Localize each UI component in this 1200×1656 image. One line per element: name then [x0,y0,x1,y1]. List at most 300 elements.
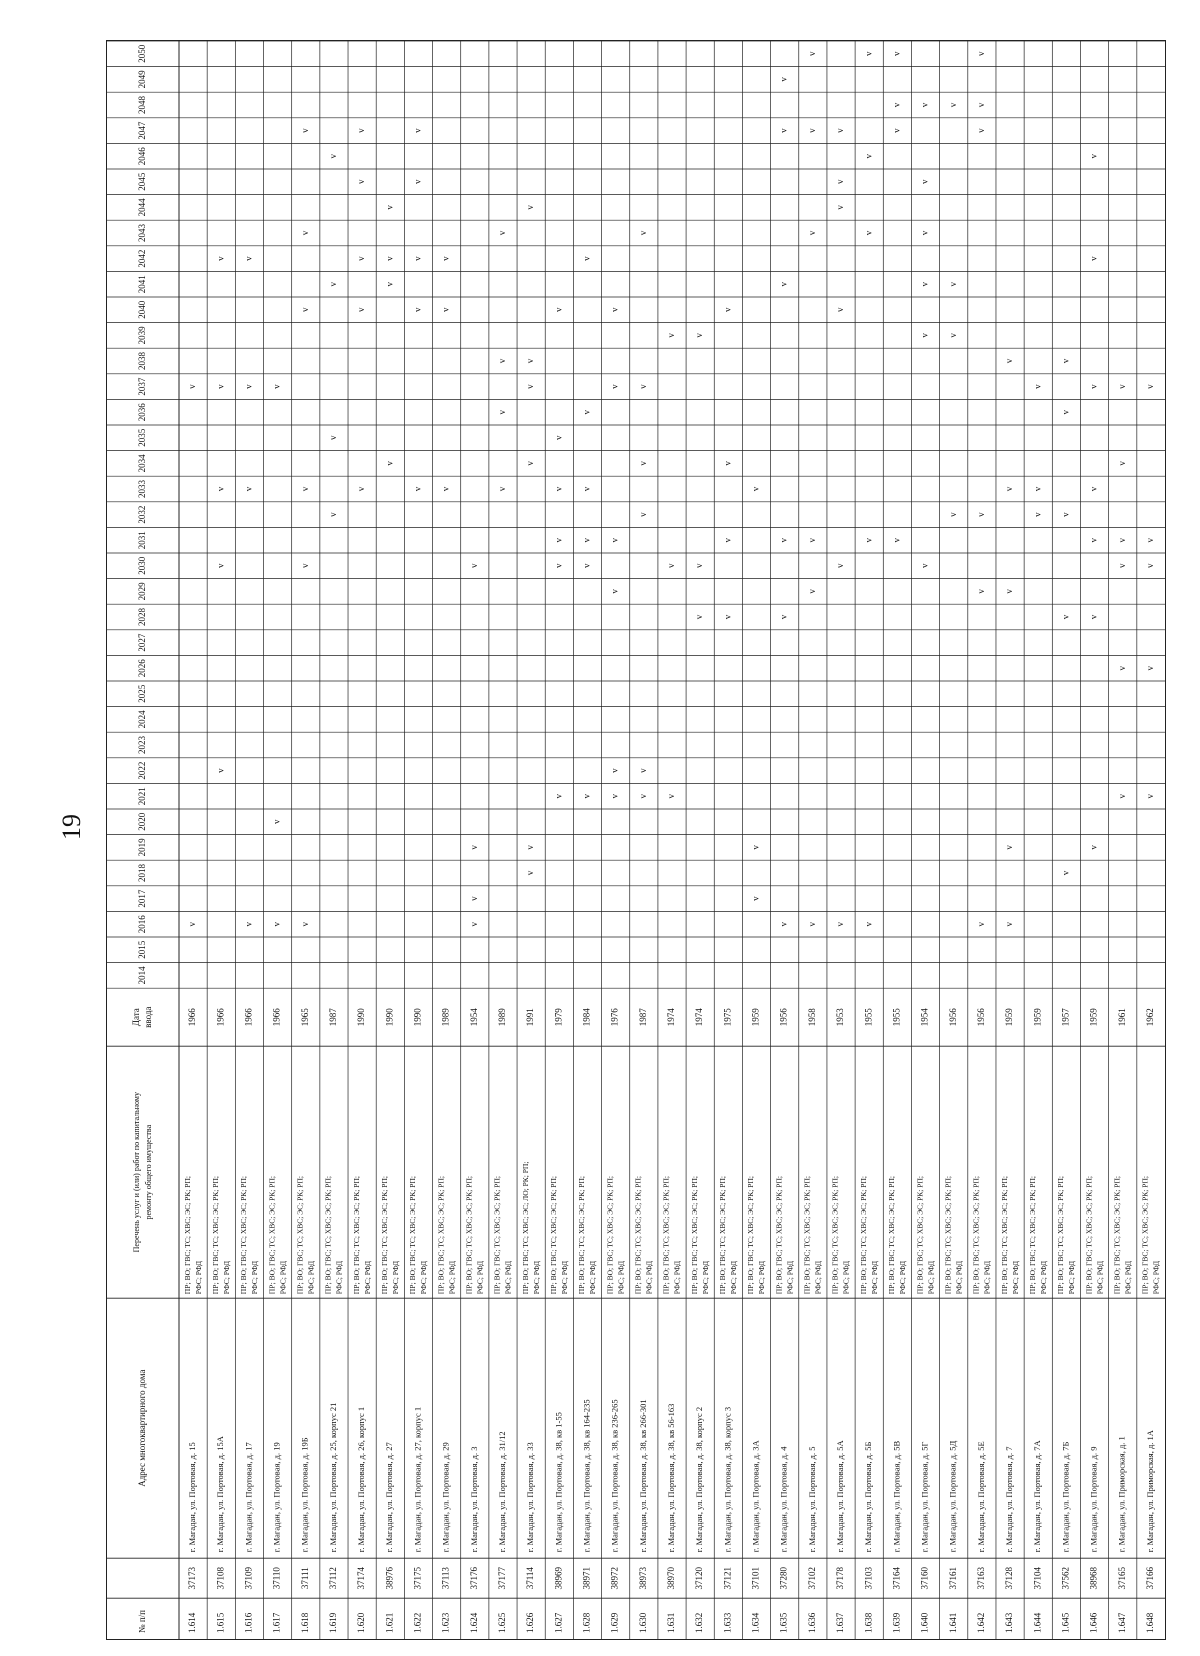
row-year-mark: v [750,896,761,901]
row-services-line2: РФС; РФД [278,1260,288,1295]
year-header: 2025 [137,684,148,703]
row-building-id: 37101 [750,1566,761,1590]
row-year-mark: v [806,51,817,57]
row-services-line1: ПР; ВО; ГВС; ТС; ХВС; ЭС; РК; РП; [1084,1176,1094,1295]
row-services-line2: РФС; РФД [729,1260,739,1295]
table-row [493,230,513,1633]
table-row [887,51,907,1633]
row-year-mark: v [215,256,226,261]
row-number: 1.635 [778,1612,789,1633]
row-year-mark: v [778,537,789,543]
row-number: 1.630 [637,1612,648,1633]
table-row [1056,358,1076,1633]
row-year-mark: v [299,563,310,569]
row-services-line1: ПР; ВО; ГВС; ТС; ХВС; ЭС; РК; РП; [549,1176,559,1295]
row-services-line1: ПР; ВО; ГВС; ТС; ХВС; ЭС; РК; РП; [830,1176,840,1295]
table-row [605,307,625,1633]
row-number: 1.620 [356,1612,367,1633]
row-year-mark: v [919,230,930,236]
row-year-mark: v [553,435,564,441]
row-year-mark: v [553,486,564,492]
year-header: 2045 [137,172,148,191]
row-address: г. Магадан, ул. Портовая, д. 27, корпус 1 [412,1406,423,1553]
row-date: 1984 [581,1008,592,1027]
row-services-line2: РФС; РФД [700,1260,710,1295]
row-address: г. Магадан, ул. Портовая, д. 5Б [863,1441,874,1553]
row-date: 1959 [1032,1008,1043,1027]
row-year-mark: v [1116,665,1127,671]
row-services-line1: ПР; ВО; ГВС; ТС; ХВС; ЭС; РК; РП; [577,1176,587,1295]
row-year-mark: v [525,205,536,210]
row-year-mark: v [1060,512,1071,517]
row-year-mark: v [328,435,339,441]
row-date: 1959 [1004,1008,1015,1027]
row-services-line2: РФС; РФД [588,1260,598,1295]
row-year-mark: v [609,384,620,389]
row-date: 1956 [947,1008,958,1027]
row-year-mark: v [581,486,592,492]
year-header: 2022 [137,761,148,780]
row-services-line1: ПР; ВО; ГВС; ТС; ХВС; ЭС; РК; РП; [492,1176,502,1295]
row-year-mark: v [1088,614,1099,620]
row-number: 1.636 [806,1612,817,1633]
row-year-mark: v [637,230,648,236]
date-header-line1: Дата [131,1008,142,1027]
row-services-line2: РФС; РФД [672,1260,682,1295]
row-address: г. Магадан, ул. Портовая, д. 33 [525,1442,536,1553]
row-address: г. Магадан, ул. Портовая, д. 5 [806,1446,817,1553]
year-header: 2029 [137,582,148,601]
row-address: г. Магадан, ул. Портовая, д. 38, кв 56-163 [665,1403,676,1553]
row-year-mark: v [581,537,592,543]
row-services-line1: ПР; ВО; ГВС; ТС; ХВС; ЭС; РК; РП; [408,1176,418,1295]
row-number: 1.626 [525,1612,536,1633]
row-year-mark: v [1060,870,1071,876]
row-address: г. Магадан, ул. Портовая, д. 5Е [975,1441,986,1553]
row-services-line1: ПР; ВО; ГВС; ТС; ХВС; ЭС; РК; РП; [971,1176,981,1295]
table-row [634,230,654,1633]
row-date: 1991 [525,1008,536,1027]
row-date: 1961 [1116,1008,1127,1027]
row-building-id: 37104 [1032,1566,1043,1590]
grid-lines [107,41,1165,1639]
row-services-line1: ПР; ВО; ГВС; ТС; ХВС; ЭС; РК; РП; [858,1176,868,1295]
row-services-line2: РФС; РФД [1123,1260,1133,1295]
row-building-id: 37111 [299,1567,310,1590]
row-services-line1: ПР; ВО; ГВС; ТС; ХВС; ЭС; РК; РП; [661,1176,671,1295]
row-address: г. Магадан, ул. Портовая, д. 17 [243,1442,254,1553]
row-year-mark: v [1004,358,1015,364]
table-row [267,384,287,1633]
row-year-mark: v [468,845,479,850]
row-number: 1.618 [299,1612,310,1633]
row-year-mark: v [1088,256,1099,261]
row-building-id: 38968 [1088,1566,1099,1590]
row-year-mark: v [412,179,423,185]
row-address: г. Магадан, ул. Портовая, д. 19 [271,1442,282,1553]
row-building-id: 37160 [919,1566,930,1590]
row-year-mark: v [187,384,198,389]
row-year-mark: v [637,768,648,773]
row-date: 1956 [778,1008,789,1027]
row-date: 1965 [299,1008,310,1027]
row-year-mark: v [835,179,846,185]
row-year-mark: v [666,793,677,799]
row-address: г. Магадан, ул. Портовая, д. 31/12 [496,1431,507,1553]
row-year-mark: v [778,281,789,287]
row-address: г. Магадан, ул. Портовая, д. 9 [1088,1446,1099,1553]
table-row [295,128,315,1633]
row-services-line2: РФС; РФД [250,1260,260,1295]
row-address: г. Магадан, ул. Портовая, д. 26, корпус 1 [356,1406,367,1553]
row-services-line1: ПР; ВО; ГВС; ТС; ХВС; ЭС; РК; РП; [915,1176,925,1295]
row-year-mark: v [187,921,198,927]
row-date: 1955 [891,1008,902,1027]
row-number: 1.647 [1116,1612,1127,1633]
row-year-mark: v [553,563,564,569]
row-address: г. Магадан, ул. Портовая, д. 19Б [299,1437,310,1553]
row-year-mark: v [553,307,564,313]
year-header: 2024 [137,710,148,729]
row-year-mark: v [1144,384,1155,389]
row-number: 1.643 [1004,1612,1015,1633]
row-date: 1959 [750,1008,761,1027]
row-year-mark: v [1144,537,1155,543]
row-year-mark: v [975,51,986,57]
row-year-mark: v [299,307,310,313]
row-services-line1: ПР; ВО; ГВС; ТС; ХВС; ЭС; РК; РП; [689,1176,699,1295]
row-number: 1.632 [694,1612,705,1633]
table-grid [107,41,1165,1639]
year-header: 2028 [137,608,148,626]
row-building-id: 37121 [722,1566,733,1590]
table-row [352,128,372,1633]
row-services-line1: ПР; ВО; ГВС; ТС; ХВС; ЭС; ЛО; РК; РП; [520,1161,530,1295]
row-services-line1: ПР; ВО; ГВС; ТС; ХВС; ЭС; РК; РП; [267,1176,277,1295]
row-year-mark: v [722,537,733,543]
row-year-mark: v [384,205,395,210]
row-date: 1966 [187,1008,198,1027]
row-services-line1: ПР; ВО; ГВС; ТС; ХВС; ЭС; РК; РП; [746,1176,756,1295]
row-services-line1: ПР; ВО; ГВС; ТС; ХВС; ЭС; РК; РП; [774,1176,784,1295]
row-services-line2: РФС; РФД [475,1260,485,1295]
year-header: 2023 [137,736,148,754]
row-number: 1.614 [187,1612,198,1633]
row-year-mark: v [215,384,226,389]
row-date: 1979 [553,1008,564,1027]
year-header: 2021 [137,787,148,806]
row-year-mark: v [243,384,254,389]
row-year-mark: v [525,845,536,850]
row-building-id: 37178 [835,1566,846,1590]
row-services-line1: ПР; ВО; ГВС; ТС; ХВС; ЭС; РК; РП; [802,1176,812,1295]
row-address: г. Магадан, ул. Портовая, д. 38, корпус 2 [694,1406,705,1553]
row-year-mark: v [919,333,930,338]
row-services-line1: ПР; ВО; ГВС; ТС; ХВС; ЭС; РК; РП; [1140,1176,1150,1295]
row-address: г. Магадан, ул. Портовая, д. 25, корпус 21 [327,1402,338,1553]
row-address: г. Магадан, ул. Портовая, д. 38, кв 164-235 [581,1399,592,1553]
row-number: 1.638 [863,1612,874,1633]
year-header: 2014 [137,966,148,985]
row-date: 1990 [384,1008,395,1027]
row-year-mark: v [497,230,508,236]
row-services-line2: РФС; РФД [1095,1260,1105,1295]
row-services-line1: ПР; ВО; ГВС; ТС; ХВС; ЭС; РК; РП; [436,1176,446,1295]
row-year-mark: v [891,537,902,543]
row-year-mark: v [299,921,310,927]
row-building-id: 37175 [412,1566,423,1590]
row-date: 1974 [694,1008,705,1027]
row-date: 1953 [835,1008,846,1027]
row-services-line1: ПР; ВО; ГВС; ТС; ХВС; ЭС; РК; РП; [943,1176,953,1295]
row-year-mark: v [581,793,592,799]
table-row [718,307,738,1633]
row-services-line2: РФС; РФД [616,1260,626,1295]
year-header: 2047 [137,121,148,140]
row-year-mark: v [1004,486,1015,492]
table-row [577,256,597,1633]
row-year-mark: v [666,563,677,569]
row-year-mark: v [806,128,817,133]
row-year-mark: v [497,409,508,415]
row-building-id: 37562 [1060,1566,1071,1590]
row-year-mark: v [1004,845,1015,850]
table-row [1028,384,1048,1633]
row-year-mark: v [581,409,592,415]
row-building-id: 37177 [497,1566,508,1590]
row-year-mark: v [384,461,395,466]
row-date: 1989 [440,1008,451,1027]
year-header: 2037 [137,377,148,396]
row-year-mark: v [722,461,733,466]
row-address: г. Магадан, ул. Портовая, д. 15А [215,1436,226,1553]
row-services-line2: РФС; РФД [447,1260,457,1295]
row-year-mark: v [863,921,874,927]
row-services-line2: РФС; РФД [334,1260,344,1295]
table-row [972,51,992,1633]
row-date: 1966 [243,1008,254,1027]
row-date: 1990 [356,1008,367,1027]
row-building-id: 37174 [356,1566,367,1590]
row-year-mark: v [271,921,282,927]
row-address: г. Магадан, ул. Портовая, д. 3А [750,1440,761,1553]
row-year-mark: v [299,128,310,133]
row-building-id: 38971 [581,1566,592,1590]
row-year-mark: v [919,179,930,185]
row-year-mark: v [778,614,789,620]
row-services-line2: РФС; РФД [1038,1260,1048,1295]
row-number: 1.631 [666,1612,677,1633]
row-year-mark: v [553,793,564,799]
table-row [183,384,203,1633]
row-year-mark: v [806,921,817,927]
row-year-mark: v [722,307,733,313]
row-building-id: 37114 [525,1567,536,1590]
row-services-line2: РФС; РФД [362,1260,372,1295]
row-number: 1.624 [468,1612,479,1633]
row-year-mark: v [581,563,592,569]
table-row [746,486,766,1633]
row-year-mark: v [722,614,733,620]
row-address: г. Магадан, ул. Портовая, д. 15 [187,1442,198,1553]
row-services-line1: ПР; ВО; ГВС; ТС; ХВС; ЭС; РК; РП; [323,1176,333,1295]
year-header: 2038 [137,352,148,370]
row-date: 1966 [271,1008,282,1027]
year-header: 2033 [137,480,148,498]
row-year-mark: v [778,128,789,133]
row-year-mark: v [440,256,451,261]
row-year-mark: v [806,230,817,236]
row-year-mark: v [835,205,846,210]
row-year-mark: v [947,512,958,517]
row-number: 1.615 [215,1612,226,1633]
row-services-line1: ПР; ВО; ГВС; ТС; ХВС; ЭС; РК; РП; [1056,1176,1066,1295]
row-address: г. Магадан, ул. Портовая, д. 3 [468,1446,479,1553]
header-row [131,44,153,1633]
row-year-mark: v [637,793,648,799]
row-year-mark: v [947,333,958,338]
row-year-mark: v [1032,486,1043,492]
table-row [859,51,879,1633]
row-address: г. Магадан, ул. Приморская, д. 1 [1116,1436,1127,1553]
row-services-line1: ПР; ВО; ГВС; ТС; ХВС; ЭС; РК; РП; [605,1176,615,1295]
row-address: г. Магадан, ул. Портовая, д. 29 [440,1442,451,1553]
row-year-mark: v [666,333,677,338]
row-year-mark: v [271,819,282,825]
table-row [1084,153,1104,1633]
num-header: № п/п [137,1610,148,1633]
row-building-id: 38969 [553,1566,564,1590]
year-header: 2048 [137,96,148,114]
row-building-id: 37166 [1144,1566,1155,1590]
year-header: 2018 [137,864,148,882]
row-services-line2: РФС; РФД [503,1260,513,1295]
row-address: г. Магадан, ул. Портовая, д. 38, кв 1-55 [553,1412,564,1553]
row-services-line1: ПР; ВО; ГВС; ТС; ХВС; ЭС; РК; РП; [1027,1176,1037,1295]
row-year-mark: v [1116,793,1127,799]
row-address: г. Магадан, ул. Портовая, д. 38, кв 266-301 [637,1399,648,1553]
row-services-line1: ПР; ВО; ГВС; ТС; ХВС; ЭС; РК; РП; [351,1176,361,1295]
row-services-line2: РФС; РФД [869,1260,879,1295]
row-year-mark: v [356,128,367,133]
table-row [436,256,456,1633]
row-year-mark: v [525,358,536,364]
row-year-mark: v [694,614,705,620]
table-row [1141,384,1161,1633]
row-number: 1.634 [750,1612,761,1633]
row-year-mark: v [863,537,874,543]
row-services-line2: РФС; РФД [193,1260,203,1295]
row-services-line2: РФС; РФД [391,1260,401,1295]
row-year-mark: v [1004,589,1015,594]
row-year-mark: v [384,256,395,261]
row-year-mark: v [553,537,564,543]
row-date: 1962 [1144,1008,1155,1027]
row-year-mark: v [1088,486,1099,492]
row-year-mark: v [806,537,817,543]
row-year-mark: v [412,256,423,261]
row-number: 1.639 [891,1612,902,1633]
table-row [831,128,851,1633]
year-header: 2032 [137,505,148,524]
row-year-mark: v [412,307,423,313]
address-header: Адрес многоквартирного дома [137,1369,148,1487]
row-year-mark: v [525,384,536,389]
row-year-mark: v [525,461,536,466]
row-date: 1990 [412,1008,423,1027]
row-building-id: 37176 [468,1566,479,1590]
row-building-id: 37120 [694,1566,705,1590]
row-building-id: 37110 [271,1567,282,1590]
row-year-mark: v [947,281,958,287]
row-year-mark: v [525,870,536,876]
row-year-mark: v [328,281,339,287]
row-year-mark: v [440,307,451,313]
year-header: 2042 [137,249,148,268]
row-date: 1958 [806,1008,817,1027]
row-services-line1: ПР; ВО; ГВС; ТС; ХВС; ЭС; РК; РП; [380,1176,390,1295]
row-address: г. Магадан, ул. Портовая, д. 27 [384,1442,395,1553]
row-year-mark: v [215,486,226,492]
row-year-mark: v [1004,921,1015,927]
year-header: 2044 [137,198,148,217]
capital-repair-schedule-table [106,40,1166,1640]
row-date: 1957 [1060,1008,1071,1027]
table-row [380,205,400,1633]
services-header-line1: Перечень услуг и (или) работ по капитальному [131,1092,141,1253]
row-year-mark: v [299,486,310,492]
year-header: 2019 [137,838,148,857]
row-year-mark: v [750,486,761,492]
row-building-id: 37128 [1004,1566,1015,1590]
body-rows [183,51,1161,1633]
row-year-mark: v [947,102,958,108]
row-year-mark: v [835,128,846,133]
row-year-mark: v [497,358,508,364]
row-date: 1975 [722,1008,733,1027]
row-year-mark: v [891,102,902,108]
row-year-mark: v [1116,461,1127,466]
row-building-id: 37173 [187,1566,198,1590]
row-year-mark: v [468,563,479,569]
row-year-mark: v [609,768,620,773]
row-year-mark: v [975,512,986,517]
row-year-mark: v [1088,845,1099,850]
table-row [521,205,541,1633]
table-row [915,102,935,1633]
row-year-mark: v [412,128,423,133]
row-services-line1: ПР; ВО; ГВС; ТС; ХВС; ЭС; РК; РП; [295,1176,305,1295]
row-year-mark: v [1032,512,1043,517]
row-year-mark: v [975,128,986,133]
row-year-mark: v [609,537,620,543]
row-year-mark: v [243,921,254,927]
row-address: г. Магадан, ул. Портовая, д. 7А [1032,1440,1043,1553]
row-building-id: 37109 [243,1566,254,1590]
year-header: 2035 [137,428,148,447]
row-year-mark: v [1088,153,1099,159]
row-year-mark: v [243,486,254,492]
table-row [408,128,428,1633]
row-address: г. Магадан, ул. Портовая, д. 38, кв 236-265 [609,1399,620,1553]
row-year-mark: v [975,589,986,594]
row-services-line2: РФС; РФД [813,1260,823,1295]
page-number: 19 [57,814,86,840]
row-year-mark: v [778,921,789,927]
row-year-mark: v [356,307,367,313]
row-services-line2: РФС; РФД [560,1260,570,1295]
row-year-mark: v [412,486,423,492]
